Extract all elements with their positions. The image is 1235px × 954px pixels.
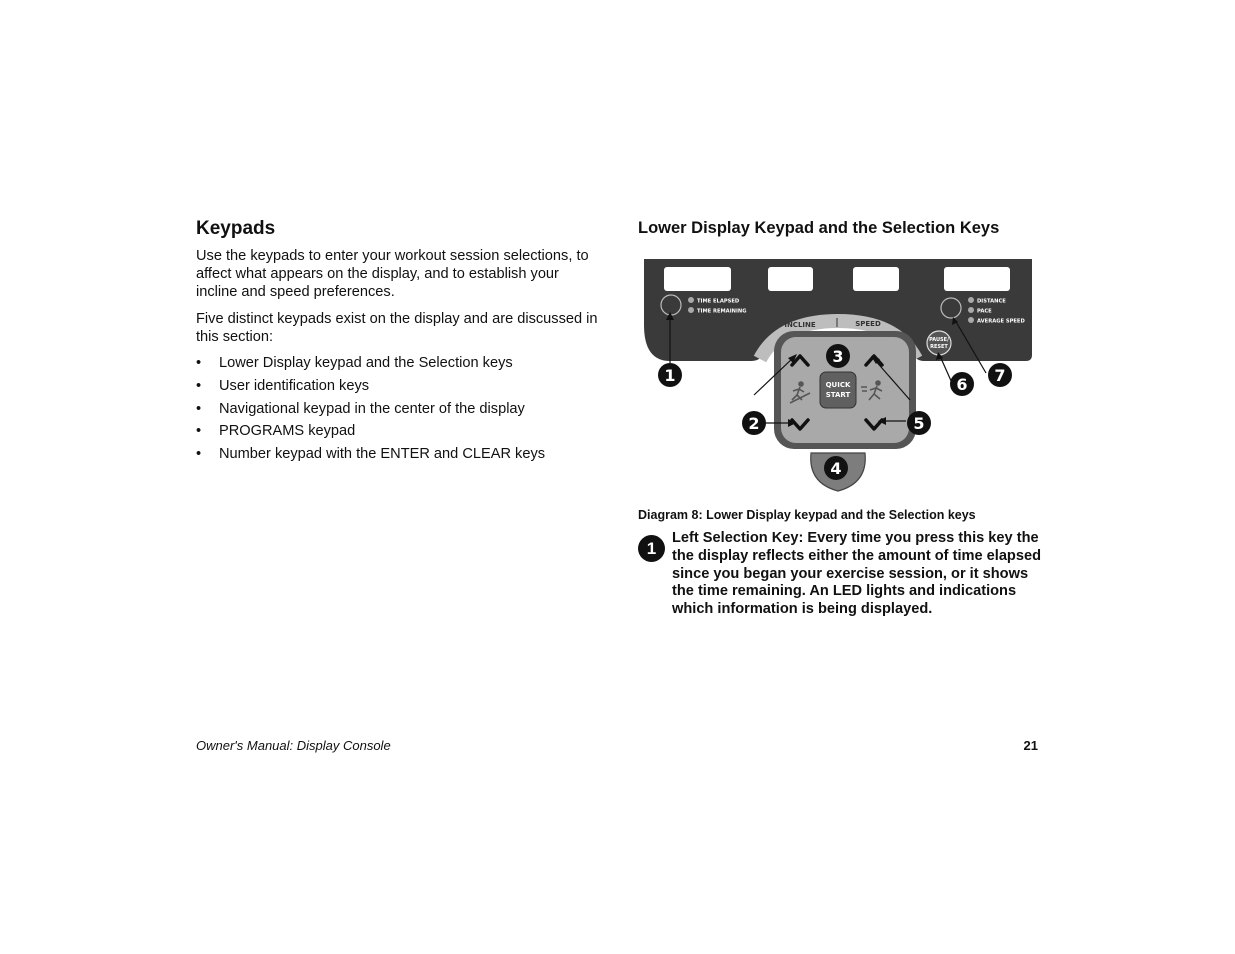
pause-label: PAUSE/ <box>929 337 949 343</box>
display-window <box>944 267 1010 291</box>
callout-5 <box>907 411 931 435</box>
speed-label: SPEED <box>855 320 881 328</box>
svg-text:4: 4 <box>830 459 842 478</box>
list-item: • Number keypad with the ENTER and CLEAR keys <box>196 446 546 463</box>
quick-start-button[interactable] <box>820 372 856 408</box>
led-label-time-remaining: TIME REMAINING <box>697 308 747 315</box>
bullet-marker: • <box>196 377 202 394</box>
start-label: START <box>825 391 851 399</box>
callout-1 <box>658 363 682 387</box>
svg-text:2: 2 <box>748 414 760 433</box>
svg-text:6: 6 <box>956 375 968 394</box>
svg-text:7: 7 <box>994 366 1006 385</box>
callout-2 <box>742 411 766 435</box>
pause-reset-key[interactable] <box>927 331 951 355</box>
callout-7 <box>988 363 1012 387</box>
keypads-paragraph: Five distinct keypads exist on the display and are discussed in this section: <box>196 311 598 345</box>
led-label-average-speed: AVERAGE SPEED <box>977 318 1025 325</box>
intro-paragraph: Use the keypads to enter your workout session selections, to affect what appears on the display, and to establish your incline and speed preferences. <box>196 248 589 300</box>
list-item: • Lower Display keypad and the Selection keys <box>196 355 513 371</box>
page-number: 21 <box>1023 738 1038 753</box>
callout-4 <box>824 456 848 480</box>
led-icon <box>968 317 974 323</box>
bullet-marker: • <box>196 400 202 417</box>
incline-label: INCLINE <box>784 321 816 329</box>
bullet-marker: • <box>196 446 202 463</box>
callout-number-badge: 1 <box>638 535 665 562</box>
section-title: Keypads <box>196 218 276 239</box>
quick-label: QUICK <box>825 381 851 389</box>
list-item: • Navigational keypad in the center of the display <box>196 400 525 417</box>
svg-text:3: 3 <box>832 347 844 366</box>
reset-label: RESET <box>930 344 948 350</box>
footer-title: Owner's Manual: Display Console <box>196 738 391 753</box>
display-window <box>768 267 813 291</box>
display-window <box>664 267 731 291</box>
keypad-diagram <box>640 255 1034 495</box>
bullet-marker: • <box>196 423 202 440</box>
list-item: • User identification keys <box>196 377 370 394</box>
bullet-marker: • <box>196 355 202 371</box>
callout-6 <box>950 372 974 396</box>
list-item: • PROGRAMS keypad <box>196 423 356 440</box>
led-label-time-elapsed: TIME ELAPSED <box>697 298 740 305</box>
callout-description: Left Selection Key: Every time you press this key the the display reflects either the amount of time elapsed since you began your exercise session, or it shows the time remaining. An LED lights and indications which information is being displayed. <box>672 530 1041 618</box>
svg-text:1: 1 <box>664 366 676 385</box>
diagram-section-title: Lower Display Keypad and the Selection Keys <box>638 219 1000 237</box>
diagram-caption: Diagram 8: Lower Display keypad and the Selection keys <box>638 508 976 522</box>
svg-text:5: 5 <box>913 414 925 433</box>
callout-3 <box>826 344 850 368</box>
keypad-list <box>196 354 600 468</box>
led-label-distance: DISTANCE <box>977 298 1006 305</box>
led-icon <box>688 307 694 313</box>
led-icon <box>968 307 974 313</box>
led-icon <box>688 297 694 303</box>
led-label-pace: PACE <box>977 308 992 315</box>
led-icon <box>968 297 974 303</box>
display-window <box>853 267 899 291</box>
